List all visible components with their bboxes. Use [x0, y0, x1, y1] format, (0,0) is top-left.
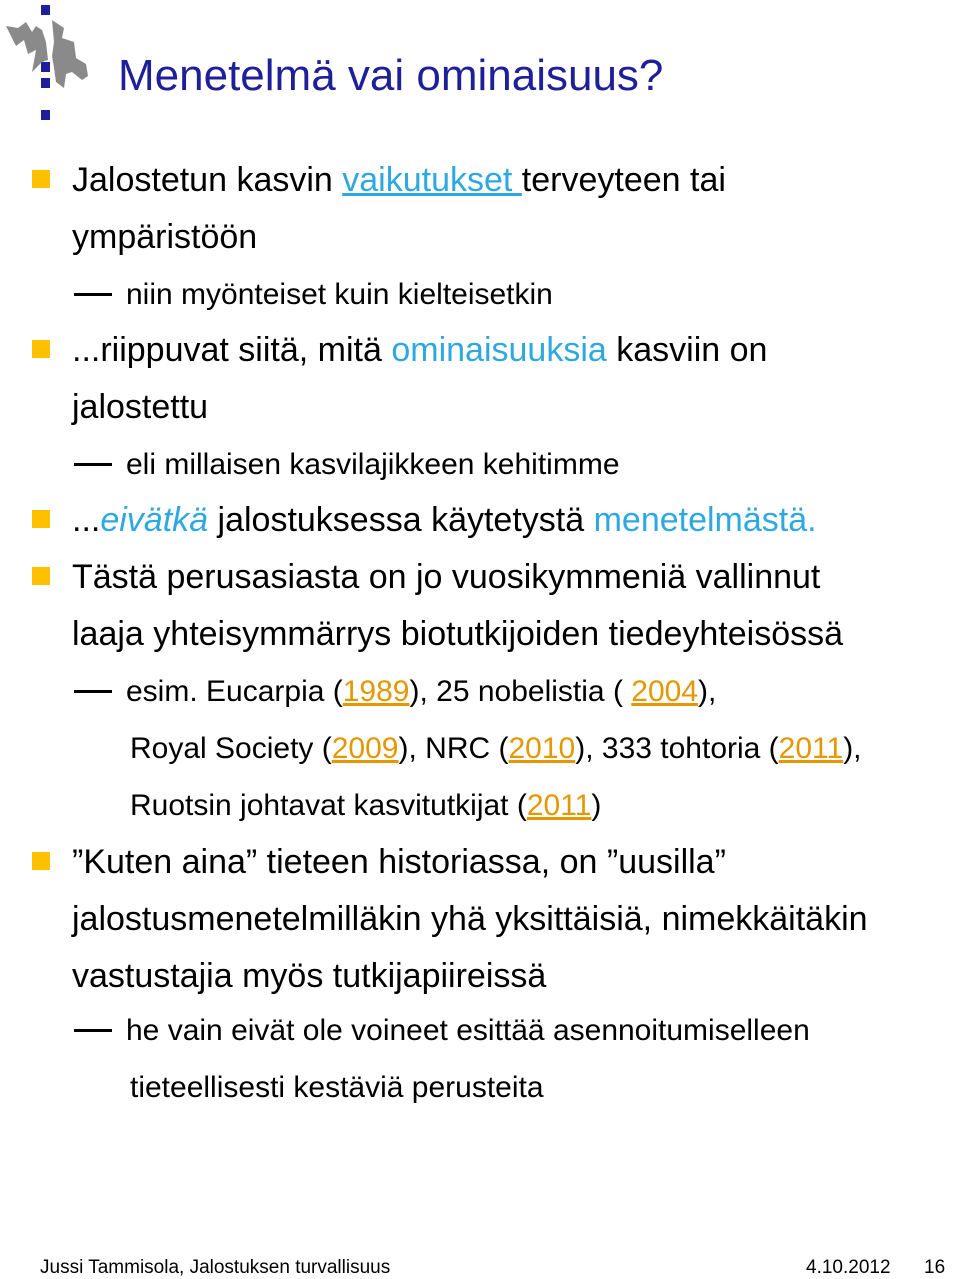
dash-icon	[74, 690, 112, 693]
sub-bullet-text: Royal Society (2009), NRC (2010), 333 tohtoria (2011),	[130, 732, 862, 765]
bullet-text: Jalostetun kasvin vaikutukset terveyteen tai	[72, 161, 726, 199]
keyword-text: ominaisuuksia	[391, 331, 607, 369]
keyword-text: menetelmästä.	[593, 501, 817, 539]
bullet-text: jalostettu	[72, 388, 209, 426]
bullet-text: jalostusmenetelmilläkin yhä yksittäisiä, nimekkäitäkin	[72, 900, 868, 938]
dash-icon	[74, 293, 112, 296]
sub-bullet-text: he vain eivät ole voineet esittää asennoitumiselleen	[130, 1013, 810, 1049]
sub-bullet-text: Ruotsin johtavat kasvitutkijat (2011)	[130, 789, 602, 822]
year-link[interactable]: 2010	[508, 732, 576, 765]
year-link[interactable]: 2011	[526, 789, 592, 822]
bullet-text: ”Kuten aina” tieteen historiassa, on ”uusilla”	[72, 843, 726, 881]
sub-bullet-text: tieteellisesti kestäviä perusteita	[130, 1071, 544, 1104]
bullet-text: vastustajia myös tutkijapiireissä	[72, 957, 547, 995]
footer-date: 4.10.2012	[806, 1257, 891, 1278]
dash-icon	[74, 1029, 112, 1032]
bullet-square-icon	[32, 852, 50, 870]
sub-bullet-text: niin myönteiset kuin kielteisetkin	[130, 277, 553, 313]
page-number: 16	[924, 1257, 946, 1278]
dash-icon	[74, 463, 112, 466]
bullet-square-icon	[32, 567, 50, 585]
bullet-text: Tästä perusasiasta on jo vuosikymmeniä vallinnut	[72, 558, 821, 596]
bullet-text: ...eivätkä jalostuksessa käytetystä menetelmästä.	[72, 501, 817, 539]
university-logo-icon	[2, 2, 98, 124]
bullet-text: laaja yhteisymmärrys biotutkijoiden tiedeyhteisössä	[72, 615, 844, 653]
bullet-square-icon	[32, 340, 50, 358]
keyword-text: eivätkä	[100, 501, 209, 539]
year-link[interactable]: 2009	[331, 732, 399, 765]
keyword-text: vaikutukset	[342, 161, 522, 199]
bullet-square-icon	[32, 510, 50, 528]
bullet-text: ympäristöön	[72, 218, 258, 256]
footer-author: Jussi Tammisola, Jalostuksen turvallisuus	[40, 1257, 391, 1278]
year-link[interactable]: 2004	[631, 675, 699, 708]
year-link[interactable]: 1989	[342, 675, 410, 708]
sub-bullet-text: eli millaisen kasvilajikkeen kehitimme	[130, 447, 620, 483]
bullet-text: ...riippuvat siitä, mitä ominaisuuksia kasviin on	[72, 331, 768, 369]
sub-bullet-text: esim. Eucarpia (1989), 25 nobelistia ( 2004),	[130, 674, 716, 710]
slide-title: Menetelmä vai ominaisuus?	[118, 51, 664, 100]
bullet-square-icon	[32, 170, 50, 188]
year-link[interactable]: 2011	[778, 732, 844, 765]
